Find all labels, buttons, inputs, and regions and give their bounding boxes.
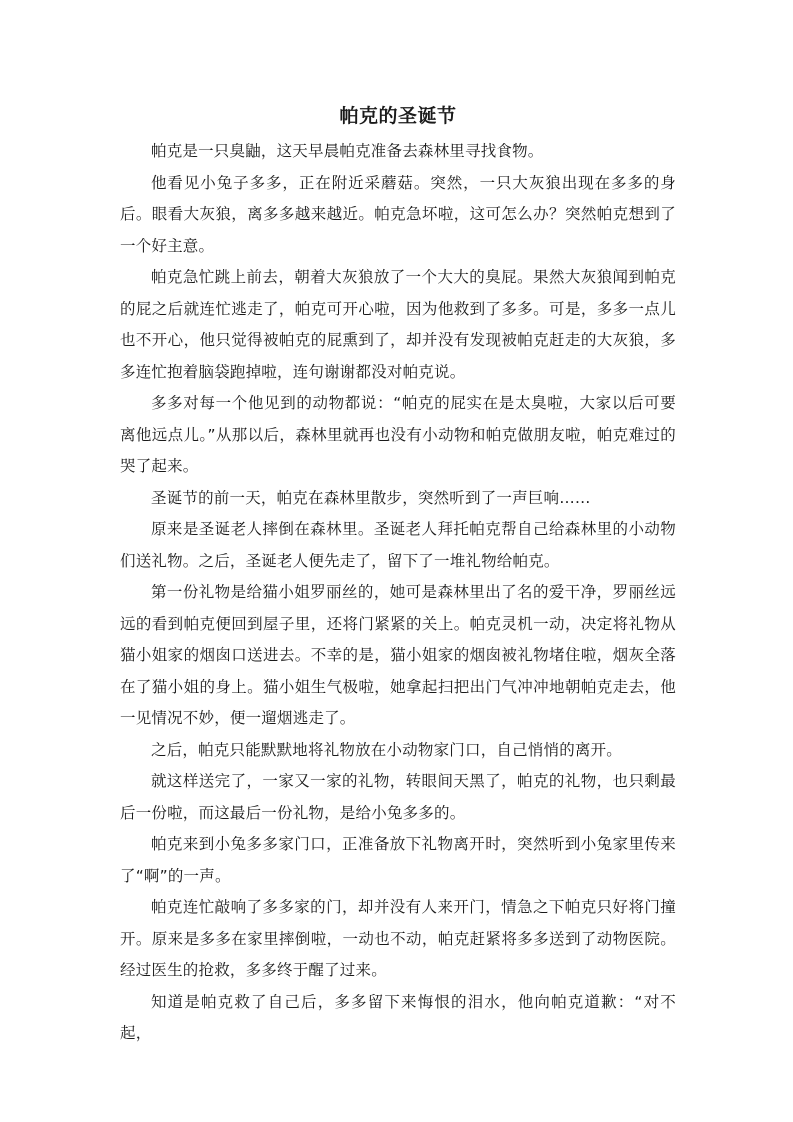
paragraph-7: 第一份礼物是给猫小姐罗丽丝的，她可是森林里出了名的爱干净，罗丽丝远远的看到帕克便回到屋子里，还将门紧紧的关上。帕克灵机一动，决定将礼物从猫小姐家的烟囱口送进去。不幸的是，猫小姐家的烟囱被礼物堵住啦，烟灰全落在了猫小姐的身上。猫小姐生气极啦，她拿起扫把出门气冲冲地朝帕克走去，他一见情况不妙，便一遛烟逃走了。 (120, 583, 676, 727)
document-page (120, 96, 676, 1050)
paragraph-5: 圣诞节的前一天，帕克在森林里散步，突然听到了一声巨响…… (151, 488, 591, 507)
paragraph-8: 之后，帕克只能默默地将礼物放在小动物家门口，自己悄悄的离开。 (151, 740, 623, 759)
paragraph-10: 帕克来到小兔多多家门口，正准备放下礼物离开时，突然听到小兔家里传来了“啊”的一声。 (120, 835, 676, 885)
paragraph-2: 他看见小兔子多多，正在附近采蘑菇。突然，一只大灰狼出现在多多的身后。眼看大灰狼，离多多越来越近。帕克急坏啦，这可怎么办？突然帕克想到了一个好主意。 (120, 173, 676, 255)
paragraph-3: 帕克急忙跳上前去，朝着大灰狼放了一个大大的臭屁。果然大灰狼闻到帕克的屁之后就连忙逃走了，帕克可开心啦，因为他救到了多多。可是，多多一点儿也不开心，他只觉得被帕克的屁熏到了，却并没有发现被帕克赶走的大灰狼，多多连忙抱着脑袋跑掉啦，连句谢谢都没对帕克说。 (120, 268, 676, 381)
paragraph-12: 知道是帕克救了自己后，多多留下来悔恨的泪水，他向帕克道歉：“对不起， (120, 992, 676, 1042)
paragraph-11: 帕克连忙敲响了多多家的门，却并没有人来开门，情急之下帕克只好将门撞开。原来是多多在家里摔倒啦，一动也不动，帕克赶紧将多多送到了动物医院。经过医生的抢救，多多终于醒了过来。 (120, 898, 676, 979)
paragraph-9: 就这样送完了，一家又一家的礼物，转眼间天黑了，帕克的礼物，也只剩最后一份啦，而这最后一份礼物，是给小兔多多的。 (120, 772, 676, 822)
paragraph-6: 原来是圣诞老人摔倒在森林里。圣诞老人拜托帕克帮自己给森林里的小动物们送礼物。之后，圣诞老人便先走了，留下了一堆礼物给帕克。 (120, 520, 676, 570)
document-title: 帕克的圣诞节 (339, 105, 457, 127)
paragraph-4: 多多对每一个他见到的动物都说：“帕克的屁实在是太臭啦，大家以后可要离他远点儿。”从那以后，森林里就再也没有小动物和帕克做朋友啦，帕克难过的哭了起来。 (120, 394, 676, 475)
paragraph-1: 帕克是一只臭鼬，这天早晨帕克准备去森林里寻找食物。 (151, 142, 544, 160)
